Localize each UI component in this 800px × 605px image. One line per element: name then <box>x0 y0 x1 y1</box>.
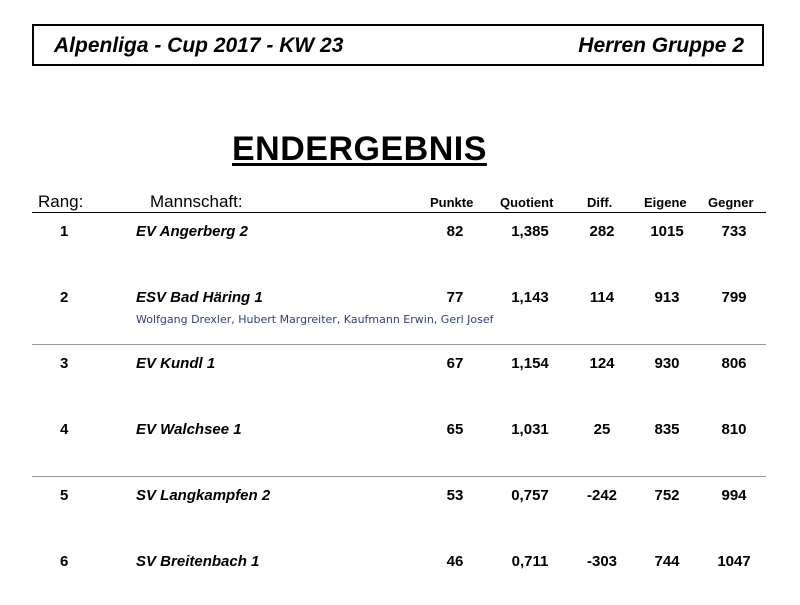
team-name: EV Kundl 1 <box>136 355 216 372</box>
diff-value: 114 <box>589 289 615 306</box>
gegner-value: 810 <box>721 421 747 438</box>
diff-value: 282 <box>589 223 615 240</box>
rank: 6 <box>60 553 69 570</box>
punkte-value: 65 <box>446 421 464 438</box>
header-box <box>32 24 764 66</box>
page-title: ENDERGEBNIS <box>232 130 487 168</box>
header-group: Herren Gruppe 2 <box>578 34 744 57</box>
group-divider <box>32 476 766 477</box>
gegner-value: 1047 <box>717 553 751 570</box>
table-row <box>0 223 800 245</box>
player-list: Wolfgang Drexler, Hubert Margreiter, Kaufmann Erwin, Gerl Josef <box>136 313 494 326</box>
gegner-value: 799 <box>721 289 747 306</box>
quotient-value: 0,711 <box>511 553 549 570</box>
eigene-value: 913 <box>654 289 680 306</box>
gegner-value: 806 <box>721 355 747 372</box>
punkte-value: 53 <box>446 487 464 504</box>
quotient-value: 1,031 <box>511 421 549 438</box>
table-row <box>0 289 800 311</box>
rank: 3 <box>60 355 69 372</box>
diff-value: -303 <box>586 553 618 570</box>
punkte-value: 82 <box>446 223 464 240</box>
column-header-gegner: Gegner <box>708 195 754 210</box>
column-header-punkte: Punkte <box>430 195 474 210</box>
diff-value: 25 <box>593 421 611 438</box>
eigene-value: 930 <box>654 355 680 372</box>
column-header-diff: Diff. <box>587 195 613 210</box>
eigene-value: 835 <box>654 421 680 438</box>
eigene-value: 744 <box>654 553 680 570</box>
table-row <box>0 421 800 443</box>
diff-value: -242 <box>586 487 618 504</box>
quotient-value: 0,757 <box>511 487 549 504</box>
eigene-value: 1015 <box>650 223 684 240</box>
column-header-eigene: Eigene <box>644 195 687 210</box>
table-row <box>0 487 800 509</box>
rank: 2 <box>60 289 69 306</box>
gegner-value: 733 <box>721 223 747 240</box>
punkte-value: 46 <box>446 553 464 570</box>
header-divider <box>32 212 766 213</box>
quotient-value: 1,143 <box>511 289 549 306</box>
rank: 5 <box>60 487 69 504</box>
quotient-value: 1,154 <box>511 355 549 372</box>
column-header-rang: Rang: <box>38 192 84 211</box>
table-row <box>0 553 800 575</box>
team-name: EV Walchsee 1 <box>136 421 242 438</box>
gegner-value: 994 <box>721 487 747 504</box>
table-row <box>0 355 800 377</box>
header-title: Alpenliga - Cup 2017 - KW 23 <box>54 34 344 57</box>
team-name: SV Breitenbach 1 <box>136 553 260 570</box>
column-header-mannschaft: Mannschaft: <box>150 192 243 211</box>
team-name: EV Angerberg 2 <box>136 223 248 240</box>
column-header-quotient: Quotient <box>500 195 554 210</box>
rank: 1 <box>60 223 69 240</box>
team-name: SV Langkampfen 2 <box>136 487 271 504</box>
punkte-value: 77 <box>446 289 464 306</box>
team-name: ESV Bad Häring 1 <box>136 289 263 306</box>
eigene-value: 752 <box>654 487 680 504</box>
punkte-value: 67 <box>446 355 464 372</box>
group-divider <box>32 344 766 345</box>
diff-value: 124 <box>589 355 615 372</box>
quotient-value: 1,385 <box>511 223 549 240</box>
rank: 4 <box>60 421 69 438</box>
